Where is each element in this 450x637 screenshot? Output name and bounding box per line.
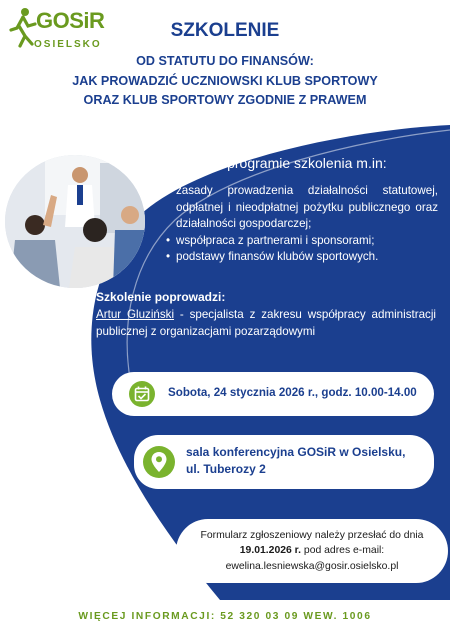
lead-title: Szkolenie poprowadzi: <box>96 290 226 304</box>
subtitle-line-3: ORAZ KLUB SPORTOWY ZGODNIE Z PRAWEM <box>83 93 367 107</box>
registration-info <box>176 519 448 583</box>
form-line-1: Formularz zgłoszeniowy należy przesłać do dnia <box>200 529 424 541</box>
form-line-2-rest: pod adres e-mail: <box>301 545 385 557</box>
lead-role: - specjalista z zakresu współpracy administracji publicznej z organizacjami pozarządowymi <box>96 308 436 338</box>
subtitle-line-1: OD STATUTU DO FINANSÓW: <box>136 54 314 68</box>
program-item: • podstawy finansów klubów sportowych. <box>166 249 438 266</box>
program-list <box>166 183 438 266</box>
page-title: SZKOLENIE <box>170 20 280 41</box>
calendar-icon <box>128 380 156 408</box>
lead-name: Artur Gluziński <box>96 308 175 321</box>
form-email[interactable]: ewelina.lesniewska@gosir.osielsko.pl <box>225 560 399 572</box>
program-item: • zasady prowadzenia działalności statutowej, odpłatnej i nieodpłatnej pożytku publicznego oraz działalności gospodarczej; <box>166 183 438 233</box>
event-place <box>186 444 405 478</box>
location-pin-icon <box>142 445 176 479</box>
logo-sub: OSIELSKO <box>34 39 102 50</box>
date-pill <box>112 372 434 416</box>
event-date: Sobota, 24 stycznia 2026 r., godz. 10.00-14.00 <box>168 386 417 399</box>
place-line-2: ul. Tuberozy 2 <box>186 462 266 476</box>
logo-brand: GOSiR <box>36 8 105 33</box>
program-title: W programie szkolenia m.in: <box>210 155 387 171</box>
place-pill <box>134 435 434 489</box>
training-photo <box>5 155 145 288</box>
form-deadline: 19.01.2026 r. <box>239 545 302 557</box>
program-item: • współpraca z partnerami i sponsorami; <box>166 233 438 250</box>
page-subtitle <box>40 52 410 111</box>
subtitle-line-2: JAK PROWADZIĆ UCZNIOWSKI KLUB SPORTOWY <box>72 73 378 88</box>
footer-info: WIĘCEJ INFORMACJI: 52 320 03 09 WEW. 1006 <box>78 611 372 622</box>
form-line-2 <box>201 543 424 559</box>
place-line-1: sala konferencyjna GOSiR w Osielsku, <box>186 445 406 459</box>
lead-description <box>96 306 436 340</box>
